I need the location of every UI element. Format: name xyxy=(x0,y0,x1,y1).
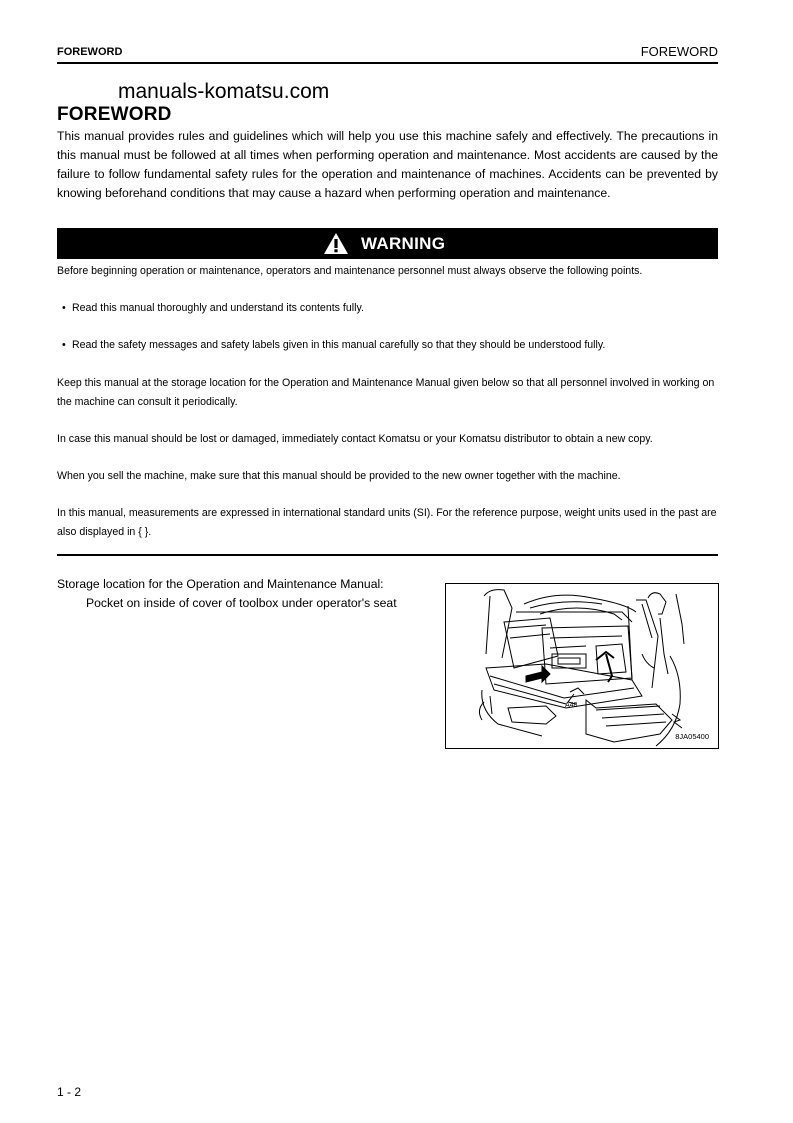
warning-paragraph: Keep this manual at the storage location for the Operation and Maintenance Manual given below so that all personnel involved in working on the machine can consult it periodically. xyxy=(57,377,715,408)
intro-paragraph: This manual provides rules and guidelines which will help you use this machine safely and effectively. The precautions in this manual must be followed at all times when performing operation and maintenance. Most accidents are caused by the failure to follow fundamental safety rules for the operation and maintenance of machines. Accidents can be prevented by knowing beforehand conditions that may cause a hazard when performing operation and maintenance. xyxy=(57,129,718,200)
storage-location-value: Pocket on inside of cover of toolbox under operator's seat xyxy=(86,596,397,610)
warning-paragraph: When you sell the machine, make sure that this manual should be provided to the new owner together with the machine. xyxy=(57,470,621,482)
toolbox-illustration xyxy=(445,583,719,749)
bullet-icon: • xyxy=(62,339,66,351)
section-rule xyxy=(57,554,718,556)
storage-location-label: Storage location for the Operation and Maintenance Manual: xyxy=(57,577,384,591)
section-title: FOREWORD xyxy=(57,104,172,125)
page-number: 1 - 2 xyxy=(57,1085,82,1099)
warning-bullet: • Read the safety messages and safety labels given in this manual carefully so that they should be understood fully. xyxy=(62,336,605,355)
warning-paragraph: In this manual, measurements are expressed in international standard units (SI). For the reference purpose, weight units used in the past are also displayed in { }. xyxy=(57,507,717,538)
warning-label: WARNING xyxy=(361,233,446,253)
header-rule xyxy=(57,62,718,64)
warning-paragraph: In case this manual should be lost or damaged, immediately contact Komatsu or your Komatsu distributor to obtain a new copy. xyxy=(57,433,653,445)
page-header-left: FOREWORD xyxy=(57,46,123,58)
warning-triangle-icon xyxy=(323,232,349,255)
toolbox-drawing xyxy=(446,584,718,748)
figure-callout: A48 xyxy=(565,702,578,709)
bullet-icon: • xyxy=(62,302,66,314)
page-header-right: FOREWORD xyxy=(640,44,718,59)
watermark: manuals-komatsu.com xyxy=(118,80,330,103)
warning-bullet: • Read this manual thoroughly and understand its contents fully. xyxy=(62,299,364,318)
warning-banner xyxy=(57,228,718,259)
warning-lead: Before beginning operation or maintenance, operators and maintenance personnel must always observe the following points. xyxy=(57,265,643,277)
figure-code: 8JA05400 xyxy=(675,732,709,741)
